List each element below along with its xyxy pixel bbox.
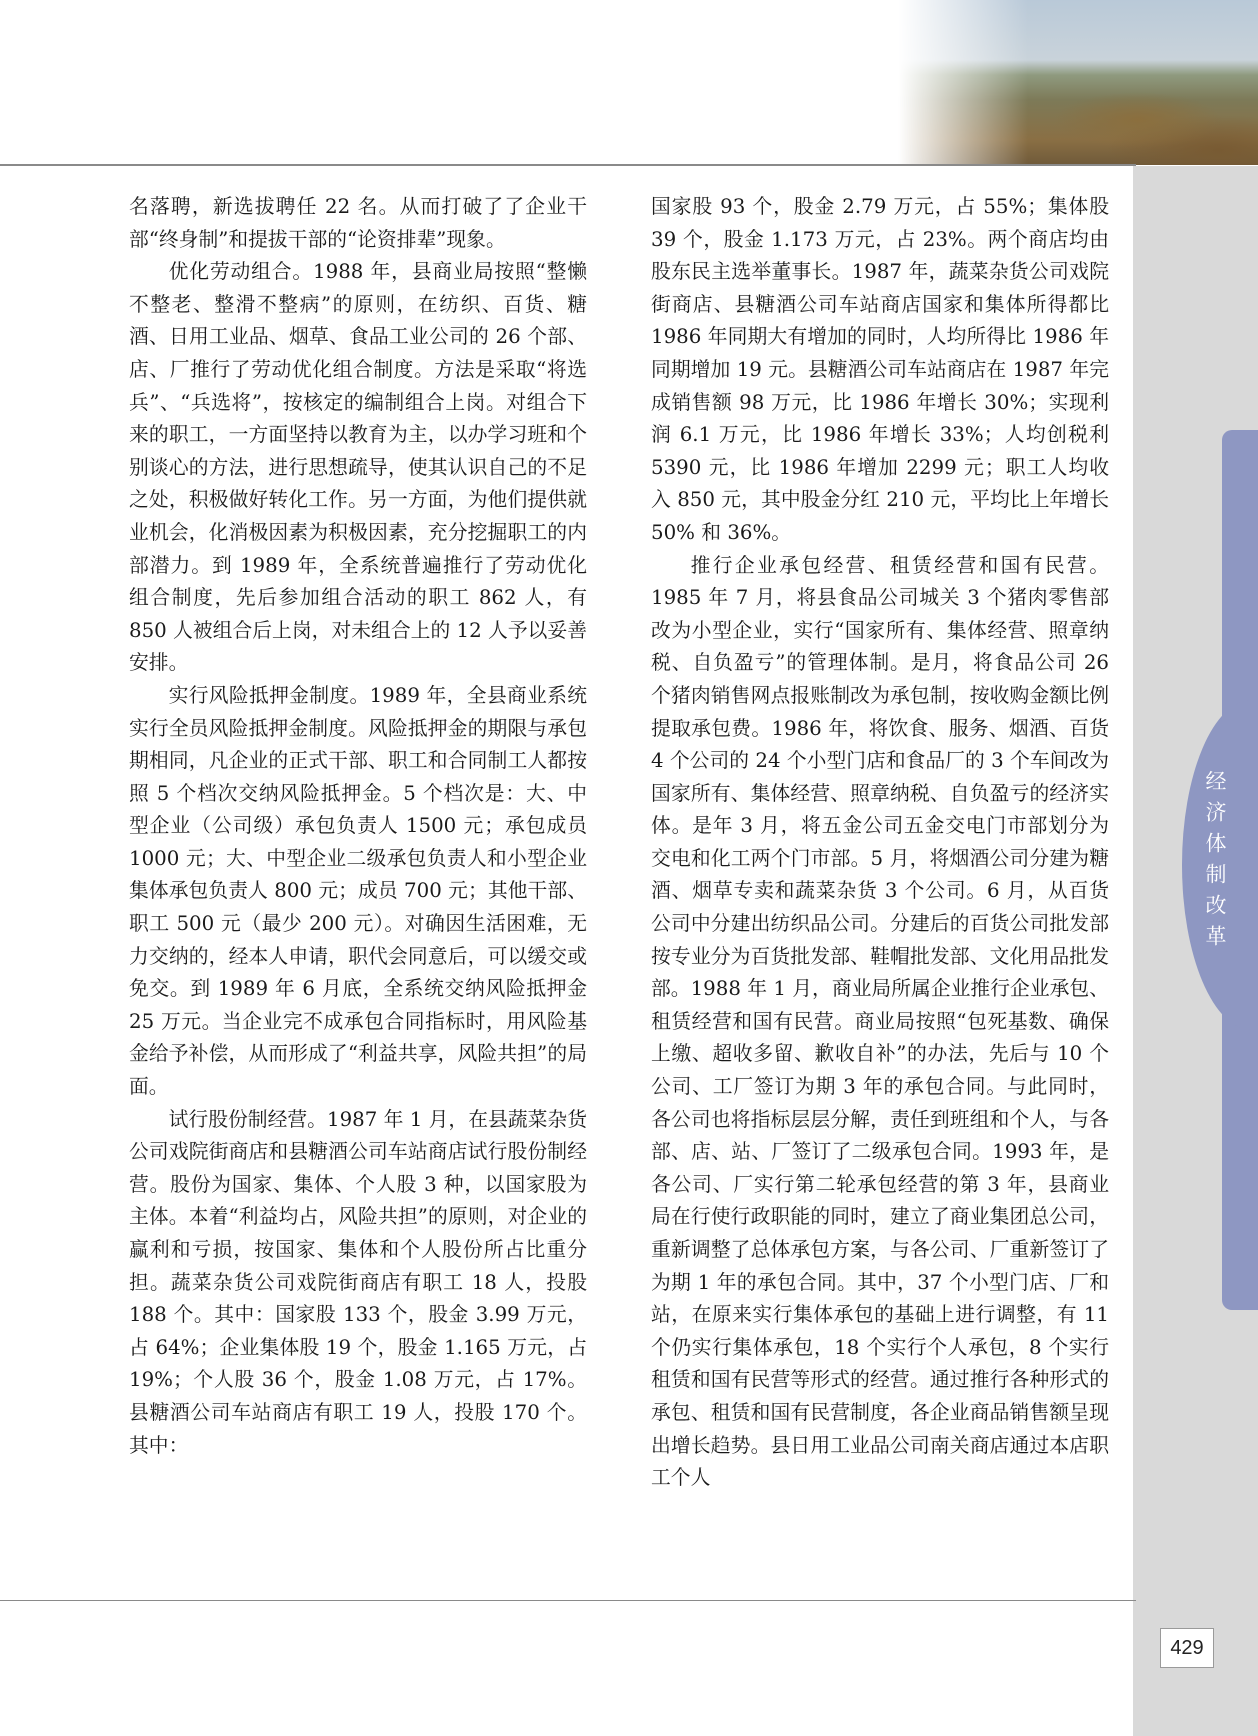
- paragraph: 试行股份制经营。1987 年 1 月，在县蔬菜杂货公司戏院街商店和县糖酒公司车站商店试行股份制经营。股份为国家、集体、个人股 3 种，以国家股为主体。本着“利益均占，风险共担”的原则，对企业的赢利和亏损，按国家、集体和个人股份所占比重分担。蔬菜杂货公司戏院街商店有职工 18 人，投股 188 个。其中：国家股 133 个，股金 3.99 万元，占 64%；企业集体股 19 个，股金 1.165 万元，占 19%；个人股 36 个，股金 1.08 万元，占 17%。县糖酒公司车站商店有职工 19 人，投股 170 个。其中：: [129, 1107, 587, 1457]
- page-number: 429: [1160, 1628, 1214, 1668]
- section-label: 经济体制改革: [1203, 770, 1227, 956]
- paragraph: 推行企业承包经营、租赁经营和国有民营。1985 年 7 月，将县食品公司城关 3 个猪肉零售部改为小型企业，实行“国家所有、集体经营、照章纳税、自负盈亏”的管理体制。是月，将食品公司 26 个猪肉销售网点报账制改为承包制，按收购金额比例提取承包费。1986 年，将饮食、服务、烟酒、百货 4 个公司的 24 个小型门店和食品厂的 3 个车间改为国家所有、集体经营、照章纳税、自负盈亏的经济实体。是年 3 月，将五金公司五金交电门市部划分为交电和化工两个门市部。5 月，将烟酒公司分建为糖酒、烟草专卖和蔬菜杂货 3 个公司。6 月，从百货公司中分建出纺织品公司。分建后的百货公司批发部按专业分为百货批发部、鞋帽批发部、文化用品批发部。1988 年 1 月，商业局所属企业推行企业承包、租赁经营和国有民营。商业局按照“包死基数、确保上缴、超收多留、歉收自补”的办法，先后与 10 个公司、工厂签订为期 3 年的承包合同。与此同时，各公司也将指标层层分解，责任到班组和个人，与各部、店、站、厂签订了二级承包合同。1993 年，是各公司、厂实行第二轮承包经营的第 3 年，县商业局在行使行政职能的同时，建立了商业集团总公司，重新调整了总体承包方案，与各公司、厂重新签订了为期 1 年的承包合同。其中，37 个小型门店、厂和站，在原来实行集体承包的基础上进行调整，有 11 个仍实行集体承包，18 个实行个人承包，8 个实行租赁和国有民营等形式的经营。通过推行各种形式的承包、租赁和国有民营制度，各企业商品销售额呈现出增长趋势。县日用工业品公司南关商店通过本店职工个人: [651, 553, 1109, 1490]
- paragraph: 优化劳动组合。1988 年，县商业局按照“整懒不整老、整滑不整病”的原则，在纺织、百货、糖酒、日用工业品、烟草、食品工业公司的 26 个部、店、厂推行了劳动优化组合制度。方法是采取“将选兵”、“兵选将”，按核定的编制组合上岗。对组合下来的职工，一方面坚持以教育为主，以办学习班和个别谈心的方法，进行思想疏导，使其认识自己的不足之处，积极做好转化工作。另一方面，为他们提供就业机会，化消极因素为积极因素，充分挖掘职工的内部潜力。到 1989 年，全系统普遍推行了劳动优化组合制度，先后参加组合活动的职工 862 人，有 850 人被组合后上岗，对未组合上的 12 人予以妥善安排。: [129, 260, 587, 675]
- paragraph: 国家股 93 个，股金 2.79 万元，占 55%；集体股 39 个，股金 1.173 万元，占 23%。两个商店均由股东民主选举董事长。1987 年，蔬菜杂货公司戏院街商店、县糖酒公司车站商店国家和集体所得都比 1986 年同期大有增加的同时，人均所得比 1986 年同期增加 19 元。县糖酒公司车站商店在 1987 年完成销售额 98 万元，比 1986 年增长 30%；实现利润 6.1 万元，比 1986 年增长 33%；人均创税利 5390 元，比 1986 年增加 2299 元；职工人均收入 850 元，其中股金分红 210 元，平均比上年增长 50% 和 36%。: [651, 195, 1109, 544]
- footer-rule: [0, 1600, 1136, 1601]
- paragraph: 名落聘，新选拔聘任 22 名。从而打破了了企业干部“终身制”和提拔干部的“论资排辈”现象。: [129, 195, 587, 251]
- paragraph: 实行风险抵押金制度。1989 年，全县商业系统实行全员风险抵押金制度。风险抵押金的期限与承包期相同，凡企业的正式干部、职工和合同制工人都按照 5 个档次交纳风险抵押金。5 个档次是：大、中型企业（公司级）承包负责人 1500 元；承包成员 1000 元；大、中型企业二级承包负责人和小型企业集体承包负责人 800 元；成员 700 元；其他干部、职工 500 元（最少 200 元）。对确因生活困难，无力交纳的，经本人申请，职代会同意后，可以缓交或免交。到 1989 年 6 月底，全系统交纳风险抵押金 25 万元。当企业完不成承包合同指标时，用风险基金给予补偿，从而形成了“利益共享，风险共担”的局面。: [129, 683, 587, 1099]
- header-landscape-photo: [898, 0, 1258, 165]
- right-column: [651, 191, 1109, 1495]
- header-rule: [0, 164, 1136, 166]
- left-column: [129, 191, 587, 1462]
